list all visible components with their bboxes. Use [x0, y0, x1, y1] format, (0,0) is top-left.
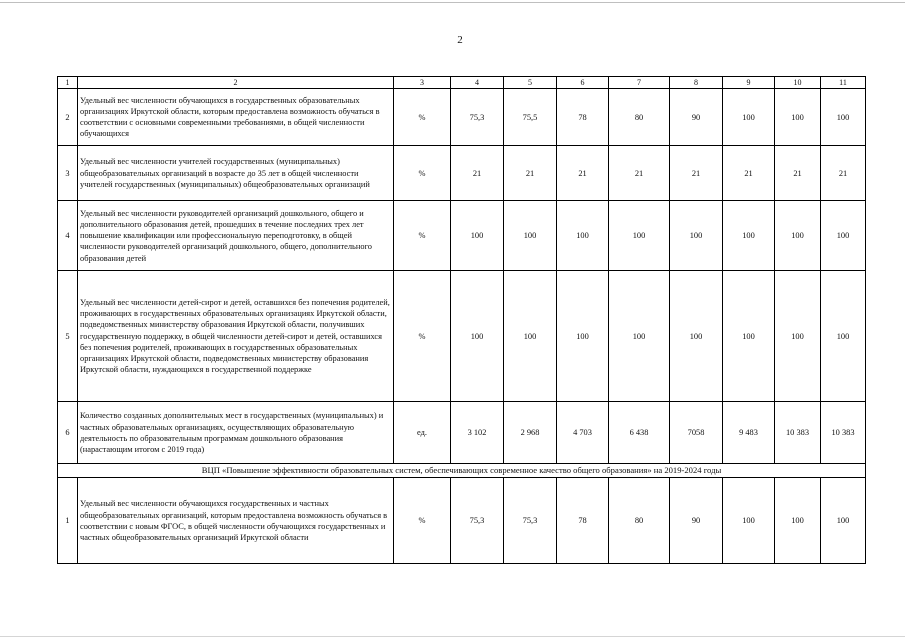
scan-edge-line — [0, 2, 905, 3]
header-cell: 2 — [78, 77, 394, 89]
unit-cell: ед. — [394, 402, 451, 464]
indicator-description: Удельный вес численности обучающихся в государственных образовательных организациях Иркутской области, которым предоставлена возможность обучаться в соответствии с основными современными требованиями, в общей численности обучающихся — [78, 89, 394, 146]
value-cell: 100 — [821, 89, 866, 146]
value-cell: 100 — [670, 201, 723, 271]
value-cell: 100 — [723, 89, 775, 146]
value-cell: 21 — [609, 146, 670, 201]
header-cell: 8 — [670, 77, 723, 89]
row-number: 5 — [58, 271, 78, 402]
page-number: 2 — [457, 34, 463, 46]
value-cell: 21 — [821, 146, 866, 201]
indicator-description: Удельный вес численности обучающихся государственных и частных общеобразовательных организаций, которым предоставлена возможность обучаться в соответствии с новым ФГОС, в общей численности обучающихся государственных и частных общеобразовательных организаций Иркутской области — [78, 478, 394, 564]
value-cell: 10 383 — [821, 402, 866, 464]
value-cell: 75,5 — [504, 89, 557, 146]
value-cell: 90 — [670, 478, 723, 564]
indicators-table — [57, 76, 866, 564]
value-cell: 21 — [775, 146, 821, 201]
header-cell: 4 — [451, 77, 504, 89]
unit-cell: % — [394, 89, 451, 146]
table-row — [58, 478, 866, 564]
value-cell: 90 — [670, 89, 723, 146]
indicator-description: Удельный вес численности руководителей организаций дошкольного, общего и дополнительного образования детей, прошедших в течение последних трех лет повышение квалификации или профессиональную переподготовку, в общей численности руководителей организаций дошкольного, общего, дополнительного образования детей — [78, 201, 394, 271]
value-cell: 100 — [557, 271, 609, 402]
row-number: 1 — [58, 478, 78, 564]
row-number: 4 — [58, 201, 78, 271]
value-cell: 80 — [609, 478, 670, 564]
value-cell: 100 — [504, 201, 557, 271]
header-cell: 3 — [394, 77, 451, 89]
header-cell: 5 — [504, 77, 557, 89]
row-number: 6 — [58, 402, 78, 464]
value-cell: 100 — [504, 271, 557, 402]
header-cell: 1 — [58, 77, 78, 89]
value-cell: 100 — [775, 271, 821, 402]
value-cell: 21 — [557, 146, 609, 201]
section-heading-row — [58, 464, 866, 478]
value-cell: 10 383 — [775, 402, 821, 464]
value-cell: 100 — [723, 478, 775, 564]
unit-cell: % — [394, 201, 451, 271]
value-cell: 21 — [670, 146, 723, 201]
value-cell: 21 — [723, 146, 775, 201]
unit-cell: % — [394, 271, 451, 402]
value-cell: 75,3 — [451, 89, 504, 146]
value-cell: 100 — [451, 271, 504, 402]
section-heading: ВЦП «Повышение эффективности образовательных систем, обеспечивающих современное качество общего образования» на 2019-2024 годы — [58, 464, 866, 478]
value-cell: 100 — [821, 271, 866, 402]
value-cell: 100 — [451, 201, 504, 271]
value-cell: 100 — [775, 89, 821, 146]
value-cell: 100 — [609, 271, 670, 402]
value-cell: 100 — [670, 271, 723, 402]
indicator-description: Количество созданных дополнительных мест в государственных (муниципальных) и частных образовательных организациях, осуществляющих образовательную деятельность по образовательным программам дошкольного образования (нарастающим итогом с 2019 года) — [78, 402, 394, 464]
row-number: 3 — [58, 146, 78, 201]
value-cell: 100 — [723, 271, 775, 402]
value-cell: 78 — [557, 89, 609, 146]
header-cell: 10 — [775, 77, 821, 89]
value-cell: 100 — [723, 201, 775, 271]
table-row — [58, 89, 866, 146]
scan-edge-line — [0, 636, 905, 637]
header-cell: 11 — [821, 77, 866, 89]
indicator-description: Удельный вес численности учителей государственных (муниципальных) общеобразовательных организаций в возрасте до 35 лет в общей численности учителей государственных (муниципальных) общеобразовательных организаций — [78, 146, 394, 201]
table-row — [58, 146, 866, 201]
value-cell: 7058 — [670, 402, 723, 464]
indicator-description: Удельный вес численности детей-сирот и детей, оставшихся без попечения родителей, проживающих в государственных образовательных организациях Иркутской области, подведомственных министерству образования Иркутской области, получивших государственную поддержку, в общей численности детей-сирот и детей, оставшихся без попечения родителей, проживающих в государственных образовательных организациях Иркутской области, подведомственных министерству образования Иркутской области, нуждающихся в государственной поддержке — [78, 271, 394, 402]
table-row — [58, 271, 866, 402]
value-cell: 2 968 — [504, 402, 557, 464]
value-cell: 21 — [504, 146, 557, 201]
value-cell: 100 — [557, 201, 609, 271]
table-header-row — [58, 77, 866, 89]
table-row — [58, 402, 866, 464]
value-cell: 100 — [821, 478, 866, 564]
header-cell: 9 — [723, 77, 775, 89]
value-cell: 4 703 — [557, 402, 609, 464]
unit-cell: % — [394, 146, 451, 201]
header-cell: 7 — [609, 77, 670, 89]
value-cell: 6 438 — [609, 402, 670, 464]
row-number: 2 — [58, 89, 78, 146]
value-cell: 3 102 — [451, 402, 504, 464]
value-cell: 78 — [557, 478, 609, 564]
value-cell: 9 483 — [723, 402, 775, 464]
unit-cell: % — [394, 478, 451, 564]
value-cell: 21 — [451, 146, 504, 201]
value-cell: 100 — [775, 478, 821, 564]
value-cell: 100 — [609, 201, 670, 271]
header-cell: 6 — [557, 77, 609, 89]
value-cell: 100 — [821, 201, 866, 271]
value-cell: 100 — [775, 201, 821, 271]
table-row — [58, 201, 866, 271]
value-cell: 75,3 — [504, 478, 557, 564]
value-cell: 75,3 — [451, 478, 504, 564]
value-cell: 80 — [609, 89, 670, 146]
